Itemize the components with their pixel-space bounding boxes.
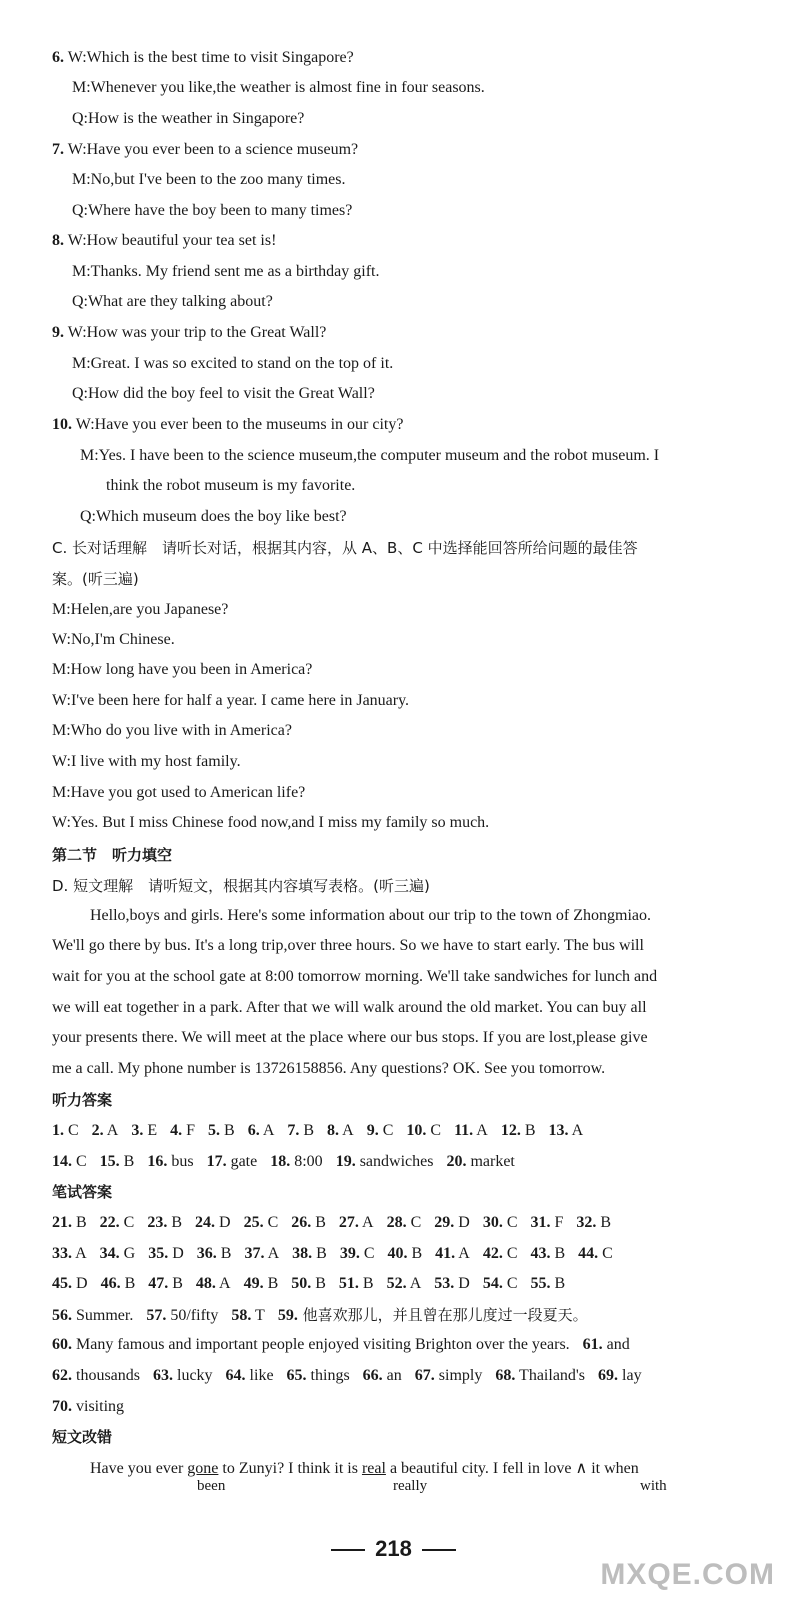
answer-number: 42. bbox=[482, 1244, 503, 1262]
answer-value: B bbox=[120, 1275, 136, 1293]
answer-item bbox=[287, 1122, 314, 1139]
answer-item bbox=[340, 1245, 375, 1262]
answer-number: 70. bbox=[52, 1397, 72, 1415]
answer-number: 44. bbox=[578, 1244, 599, 1262]
answer-number: 17. bbox=[206, 1152, 227, 1170]
answer-number: 19. bbox=[335, 1152, 356, 1170]
answer-item bbox=[435, 1245, 470, 1262]
dialog-line: M:Helen,are you Japanese? bbox=[52, 601, 229, 618]
answer-item bbox=[100, 1245, 136, 1262]
answer-value: an bbox=[382, 1367, 402, 1384]
answer-value: 50/fifty bbox=[166, 1306, 219, 1324]
answer-item bbox=[287, 1367, 350, 1384]
answer-number: 8. bbox=[327, 1122, 340, 1139]
written-answers-title: 笔试答案 bbox=[52, 1183, 113, 1201]
answer-item bbox=[446, 1153, 514, 1170]
answer-value: and bbox=[602, 1336, 630, 1354]
answer-number: 50. bbox=[291, 1275, 312, 1293]
answer-row bbox=[52, 1305, 601, 1326]
answer-number: 4. bbox=[170, 1122, 183, 1139]
answer-number: 10. bbox=[406, 1122, 427, 1139]
answer-item bbox=[327, 1122, 354, 1139]
correction-fix: been bbox=[197, 1478, 226, 1494]
answer-item bbox=[598, 1367, 642, 1384]
answer-value: A bbox=[455, 1244, 470, 1262]
answer-row bbox=[52, 1213, 624, 1233]
answer-value: B bbox=[520, 1122, 536, 1139]
answer-item bbox=[434, 1275, 470, 1292]
answer-item bbox=[434, 1214, 470, 1231]
answer-value: C bbox=[426, 1122, 442, 1139]
answer-value: thousands bbox=[72, 1367, 140, 1384]
answer-number: 59. bbox=[277, 1306, 298, 1324]
answer-number: 5. bbox=[208, 1122, 221, 1139]
dialog-line: think the robot museum is my favorite. bbox=[106, 477, 356, 494]
answer-item bbox=[583, 1336, 630, 1353]
answer-item bbox=[292, 1245, 327, 1262]
answer-value: B bbox=[216, 1244, 232, 1262]
answer-value: lay bbox=[618, 1367, 642, 1384]
dialog-line: M:Whenever you like,the weather is almost fine in four seasons. bbox=[72, 79, 485, 96]
answer-item bbox=[208, 1122, 235, 1139]
answer-item bbox=[501, 1122, 536, 1139]
answer-number: 66. bbox=[362, 1367, 383, 1384]
answer-item bbox=[170, 1122, 195, 1139]
dialog-line: Q:How did the boy feel to visit the Great Wall? bbox=[72, 385, 375, 402]
question-number: 6. bbox=[52, 49, 64, 66]
answer-item bbox=[196, 1275, 231, 1292]
dialog-line: W:Which is the best time to visit Singapore? bbox=[67, 49, 354, 66]
answer-value: A bbox=[264, 1244, 280, 1262]
answer-number: 24. bbox=[195, 1214, 216, 1231]
answer-value: D bbox=[454, 1275, 470, 1293]
answer-number: 56. bbox=[52, 1306, 72, 1324]
answer-value: C bbox=[263, 1214, 279, 1231]
answer-value: D bbox=[454, 1214, 470, 1231]
answer-item bbox=[52, 1336, 570, 1353]
answer-item bbox=[244, 1214, 279, 1231]
dialog-line: M:No,but I've been to the zoo many times. bbox=[72, 171, 346, 188]
answer-number: 21. bbox=[52, 1214, 72, 1231]
answer-item bbox=[92, 1122, 119, 1139]
answer-value: G bbox=[119, 1244, 136, 1262]
answer-number: 14. bbox=[52, 1152, 72, 1170]
answer-number: 26. bbox=[291, 1214, 312, 1231]
answer-item bbox=[148, 1245, 184, 1262]
answer-value: like bbox=[245, 1367, 274, 1384]
answer-item bbox=[101, 1275, 136, 1292]
answer-value: simply bbox=[434, 1367, 483, 1384]
answer-item bbox=[146, 1307, 218, 1324]
answer-number: 29. bbox=[434, 1214, 455, 1231]
passage-line: We'll go there by bus. It's a long trip,over three hours. So we have to start early. The bus will bbox=[52, 937, 644, 954]
answer-value: visiting bbox=[72, 1397, 125, 1415]
dialog-line: W:I live with my host family. bbox=[52, 753, 241, 770]
answer-value: C bbox=[406, 1214, 422, 1231]
answer-number: 23. bbox=[147, 1214, 168, 1231]
answer-value: B bbox=[550, 1244, 566, 1262]
answer-number: 33. bbox=[52, 1244, 72, 1262]
answer-value: A bbox=[215, 1275, 231, 1293]
answer-value: A bbox=[339, 1122, 354, 1139]
dialog-line: Q:What are they talking about? bbox=[72, 293, 273, 310]
answer-number: 57. bbox=[146, 1306, 167, 1324]
answer-number: 61. bbox=[582, 1336, 603, 1354]
dialog-line: M:Great. I was so excited to stand on the top of it. bbox=[72, 355, 394, 372]
section-d-instruction: D. 短文理解 请听短文，根据其内容填写表格。(听三遍) bbox=[52, 877, 430, 895]
answer-item bbox=[415, 1367, 483, 1384]
answer-value: bus bbox=[167, 1152, 194, 1170]
insert-caret: ∧ bbox=[575, 1460, 588, 1477]
answer-number: 30. bbox=[482, 1214, 503, 1231]
answer-number: 7. bbox=[287, 1122, 300, 1139]
answer-value: 8:00 bbox=[290, 1152, 323, 1170]
answer-item bbox=[207, 1153, 258, 1170]
answer-number: 28. bbox=[386, 1214, 407, 1231]
answer-item bbox=[278, 1307, 588, 1324]
correction-sentence: Have you ever gone to Zunyi? I think it is real a beautiful city. I fell in love ∧ it when bbox=[90, 1460, 639, 1477]
answer-item bbox=[339, 1214, 374, 1231]
answer-number: 62. bbox=[52, 1367, 72, 1384]
answer-value: C bbox=[119, 1214, 135, 1231]
error-word: real bbox=[361, 1460, 386, 1477]
dialog-line: W:Yes. But I miss Chinese food now,and I miss my family so much. bbox=[52, 814, 490, 831]
answer-value: Summer. bbox=[72, 1306, 134, 1324]
answer-number: 68. bbox=[495, 1367, 516, 1384]
answer-value: A bbox=[406, 1275, 422, 1293]
answer-item bbox=[197, 1245, 232, 1262]
answer-row bbox=[52, 1397, 137, 1417]
answer-item bbox=[387, 1245, 422, 1262]
answer-item bbox=[195, 1214, 231, 1231]
answer-number: 36. bbox=[196, 1244, 217, 1262]
page-number: 218 bbox=[0, 1536, 787, 1562]
section-c-instruction-cont: 案。(听三遍) bbox=[52, 570, 139, 588]
answer-number: 37. bbox=[244, 1244, 265, 1262]
passage-line: your presents there. We will meet at the place where our bus stops. If you are lost,please give bbox=[52, 1029, 648, 1046]
answer-value: B bbox=[311, 1275, 326, 1293]
answer-item bbox=[52, 1275, 88, 1292]
answer-number: 9. bbox=[366, 1122, 379, 1139]
answer-item bbox=[483, 1275, 518, 1292]
answer-number: 55. bbox=[530, 1275, 551, 1293]
answer-number: 64. bbox=[225, 1367, 246, 1384]
answer-item bbox=[52, 1307, 133, 1324]
answer-item bbox=[495, 1367, 585, 1384]
answer-value: F bbox=[550, 1214, 564, 1231]
answer-value: Thailand's bbox=[515, 1367, 586, 1384]
question-number: 7. bbox=[52, 141, 64, 158]
dialog-line: W:How was your trip to the Great Wall? bbox=[67, 324, 327, 341]
answer-number: 35. bbox=[148, 1244, 169, 1262]
answer-row bbox=[52, 1366, 655, 1386]
answer-value: gate bbox=[226, 1152, 258, 1170]
question-number: 10. bbox=[52, 416, 72, 433]
passage-line: we will eat together in a park. After that we will walk around the old market. You can buy all bbox=[52, 999, 647, 1016]
dialog-line: W:Have you ever been to a science museum? bbox=[67, 141, 359, 158]
answer-value: C bbox=[598, 1244, 613, 1262]
dialog-line: Q:Which museum does the boy like best? bbox=[80, 508, 347, 525]
answer-row bbox=[52, 1152, 528, 1172]
correction-title: 短文改错 bbox=[52, 1428, 113, 1446]
listening-answers-title: 听力答案 bbox=[52, 1091, 113, 1109]
answer-value: B bbox=[299, 1122, 315, 1139]
answer-item bbox=[52, 1214, 87, 1231]
answer-value: D bbox=[168, 1244, 184, 1262]
answer-item bbox=[100, 1153, 135, 1170]
answer-row bbox=[52, 1274, 578, 1294]
answer-number: 48. bbox=[195, 1275, 216, 1293]
dialog-line: M:Thanks. My friend sent me as a birthday gift. bbox=[72, 263, 380, 280]
answer-row bbox=[52, 1244, 626, 1264]
passage-line: me a call. My phone number is 13726158856. Any questions? OK. See you tomorrow. bbox=[52, 1060, 606, 1077]
answer-number: 51. bbox=[338, 1275, 359, 1293]
answer-number: 18. bbox=[270, 1152, 291, 1170]
answer-value: market bbox=[466, 1152, 515, 1170]
passage-line: Hello,boys and girls. Here's some information about our trip to the town of Zhongmiao. bbox=[90, 907, 652, 924]
watermark-logo: MXQE.COM bbox=[600, 1558, 775, 1591]
answer-value: D bbox=[215, 1214, 231, 1231]
answer-number: 58. bbox=[231, 1306, 252, 1324]
answer-number: 43. bbox=[530, 1244, 551, 1262]
answer-item bbox=[578, 1245, 613, 1262]
answer-item bbox=[100, 1214, 135, 1231]
answer-number: 60. bbox=[52, 1336, 72, 1354]
answer-number: 3. bbox=[131, 1122, 144, 1139]
section-title: 第二节 听力填空 bbox=[52, 846, 173, 864]
answer-item bbox=[291, 1214, 326, 1231]
answer-number: 16. bbox=[147, 1152, 168, 1170]
answer-item bbox=[336, 1153, 434, 1170]
answer-value: C bbox=[64, 1122, 79, 1139]
answer-item bbox=[153, 1367, 213, 1384]
answer-item bbox=[387, 1214, 422, 1231]
answer-value: B bbox=[72, 1214, 87, 1231]
answer-number: 2. bbox=[91, 1122, 104, 1139]
answer-number: 69. bbox=[598, 1367, 619, 1384]
answer-item bbox=[270, 1153, 322, 1170]
correction-fix: with bbox=[640, 1478, 667, 1494]
answer-value: C bbox=[359, 1244, 375, 1262]
answer-item bbox=[483, 1245, 518, 1262]
answer-number: 40. bbox=[387, 1244, 408, 1262]
dialog-line: W:Have you ever been to the museums in our city? bbox=[75, 416, 404, 433]
error-word: gone bbox=[187, 1460, 219, 1477]
answer-number: 20. bbox=[446, 1152, 467, 1170]
answer-number: 27. bbox=[338, 1214, 359, 1231]
answer-value: B bbox=[312, 1244, 327, 1262]
answer-row bbox=[52, 1335, 643, 1355]
answer-item bbox=[52, 1122, 79, 1139]
answer-value: C bbox=[502, 1214, 518, 1231]
answer-value: things bbox=[306, 1367, 350, 1384]
answer-number: 22. bbox=[99, 1214, 120, 1231]
answer-value: lucky bbox=[173, 1367, 213, 1384]
answer-item bbox=[52, 1245, 87, 1262]
section-c-instruction: C. 长对话理解 请听长对话，根据其内容，从 A、B、C 中选择能回答所给问题的最佳答 bbox=[52, 539, 638, 557]
question-number: 9. bbox=[52, 324, 64, 341]
answer-value: F bbox=[182, 1122, 196, 1139]
answer-item bbox=[576, 1214, 611, 1231]
answer-item bbox=[52, 1398, 124, 1415]
answer-number: 67. bbox=[414, 1367, 435, 1384]
answer-number: 13. bbox=[548, 1122, 569, 1139]
answer-item bbox=[131, 1122, 157, 1139]
answer-number: 34. bbox=[99, 1244, 120, 1262]
correction-fix: really bbox=[393, 1478, 428, 1494]
passage-line: wait for you at the school gate at 8:00 tomorrow morning. We'll take sandwiches for lunch and bbox=[52, 968, 658, 985]
answer-value: C bbox=[378, 1122, 394, 1139]
dialog-line: M:Who do you live with in America? bbox=[52, 722, 292, 739]
answer-item bbox=[52, 1367, 140, 1384]
answer-value: B bbox=[220, 1122, 235, 1139]
answer-value: B bbox=[119, 1152, 135, 1170]
answer-item bbox=[483, 1214, 518, 1231]
answer-value: 他喜欢那儿，并且曾在那儿度过一段夏天。 bbox=[297, 1305, 588, 1324]
answer-value: A bbox=[473, 1122, 488, 1139]
answer-item bbox=[531, 1245, 566, 1262]
answer-item bbox=[531, 1275, 566, 1292]
answer-value: B bbox=[263, 1275, 279, 1293]
answer-number: 41. bbox=[435, 1244, 456, 1262]
answer-value: B bbox=[311, 1214, 326, 1231]
dialog-line: Q:How is the weather in Singapore? bbox=[72, 110, 305, 127]
answer-value: Many famous and important people enjoyed visiting Brighton over the years. bbox=[72, 1336, 570, 1354]
answer-number: 47. bbox=[148, 1275, 169, 1293]
answer-value: C bbox=[72, 1152, 87, 1170]
answer-number: 1. bbox=[52, 1122, 64, 1139]
answer-value: B bbox=[358, 1275, 374, 1293]
answer-value: A bbox=[103, 1122, 119, 1139]
answer-value: sandwiches bbox=[355, 1152, 434, 1170]
answer-item bbox=[147, 1153, 193, 1170]
answer-value: C bbox=[502, 1244, 518, 1262]
answer-value: T bbox=[251, 1306, 265, 1324]
dialog-line: W:No,I'm Chinese. bbox=[52, 631, 175, 648]
answer-number: 12. bbox=[500, 1122, 521, 1139]
answer-item bbox=[367, 1122, 394, 1139]
answer-value: B bbox=[168, 1275, 183, 1293]
answer-number: 63. bbox=[153, 1367, 173, 1384]
answer-value: D bbox=[72, 1275, 88, 1293]
answer-value: B bbox=[596, 1214, 612, 1231]
answer-value: A bbox=[358, 1214, 374, 1231]
answer-number: 52. bbox=[386, 1275, 407, 1293]
answer-value: C bbox=[502, 1275, 518, 1293]
answer-item bbox=[363, 1367, 402, 1384]
answer-item bbox=[147, 1214, 182, 1231]
answer-number: 11. bbox=[454, 1122, 474, 1139]
answer-row bbox=[52, 1121, 596, 1141]
answer-item bbox=[244, 1245, 279, 1262]
dialog-line: W:I've been here for half a year. I came here in January. bbox=[52, 692, 410, 709]
question-number: 8. bbox=[52, 232, 64, 249]
answer-item bbox=[231, 1307, 264, 1324]
answer-number: 31. bbox=[530, 1214, 551, 1231]
answer-number: 65. bbox=[286, 1367, 307, 1384]
answer-number: 46. bbox=[100, 1275, 121, 1293]
dialog-line: M:Have you got used to American life? bbox=[52, 784, 306, 801]
answer-number: 25. bbox=[243, 1214, 264, 1231]
answer-item bbox=[52, 1153, 87, 1170]
answer-item bbox=[148, 1275, 183, 1292]
dialog-line: M:How long have you been in America? bbox=[52, 661, 313, 678]
answer-number: 6. bbox=[247, 1122, 260, 1139]
answer-number: 49. bbox=[243, 1275, 264, 1293]
answer-value: B bbox=[407, 1244, 423, 1262]
answer-item bbox=[387, 1275, 422, 1292]
answer-value: A bbox=[72, 1244, 87, 1262]
dialog-line: Q:Where have the boy been to many times? bbox=[72, 202, 353, 219]
answer-item bbox=[248, 1122, 275, 1139]
answer-number: 45. bbox=[52, 1275, 72, 1293]
answer-value: B bbox=[167, 1214, 183, 1231]
answer-number: 54. bbox=[482, 1275, 503, 1293]
answer-value: A bbox=[259, 1122, 275, 1139]
answer-item bbox=[531, 1214, 564, 1231]
dialog-line: W:How beautiful your tea set is! bbox=[67, 232, 277, 249]
answer-item bbox=[549, 1122, 584, 1139]
answer-item bbox=[406, 1122, 441, 1139]
answer-item bbox=[454, 1122, 488, 1139]
answer-number: 53. bbox=[434, 1275, 455, 1293]
answer-number: 39. bbox=[339, 1244, 360, 1262]
answer-item bbox=[339, 1275, 374, 1292]
answer-number: 15. bbox=[99, 1152, 120, 1170]
answer-value: A bbox=[568, 1122, 584, 1139]
answer-item bbox=[291, 1275, 326, 1292]
answer-number: 38. bbox=[292, 1244, 313, 1262]
answer-item bbox=[244, 1275, 279, 1292]
answer-value: E bbox=[143, 1122, 158, 1139]
dialog-line: M:Yes. I have been to the science museum,the computer museum and the robot museum. I bbox=[80, 447, 660, 464]
answer-number: 32. bbox=[576, 1214, 597, 1231]
answer-value: B bbox=[550, 1275, 566, 1293]
answer-item bbox=[226, 1367, 274, 1384]
